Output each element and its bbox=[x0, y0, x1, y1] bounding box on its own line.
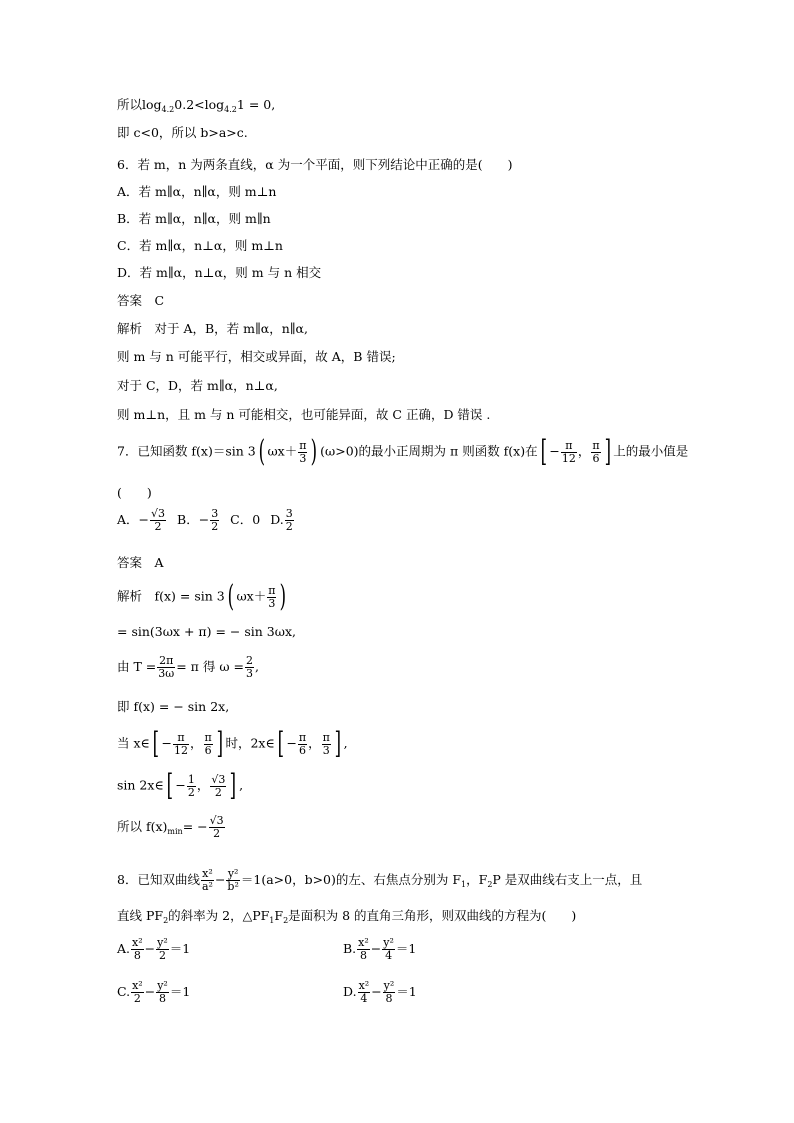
q6-explanation-2: 则 m 与 n 可能平行，相交或异面，故 A，B 错误; bbox=[117, 349, 396, 364]
question-8-line-2: 直线 $PF_2$的斜率为 2，$\triangle PF_1F_2$是面积为 8 的直角三角形，则双曲线的方程为( ) bbox=[117, 908, 577, 925]
line-conclusion: 即 c<0，所以 b>a>c. bbox=[117, 125, 248, 140]
q8-option-d: D. $\frac{\text{x²}}{4}$ − $\frac{\text{y²}}{8}$ ＝1 bbox=[343, 979, 417, 1005]
q7-explanation-4: 即 f(x) = − sin 2x, bbox=[117, 699, 230, 714]
q6-answer: 答案 C bbox=[117, 293, 165, 308]
line-log-statement: 所以$\log_{4.2}0.2<\log_{4.2}1 = 0$, bbox=[117, 97, 276, 114]
q7-answer: 答案 A bbox=[117, 555, 164, 570]
fraction-3-2-d: $\frac{3}{2}$ bbox=[285, 507, 293, 533]
q6-option-a: A．若 m∥α，n∥α，则 m⊥n bbox=[117, 184, 277, 199]
fraction-pi-6: $\frac{\pi}{6}$ bbox=[592, 438, 600, 465]
fraction-pi-12: $\frac{\pi}{12}$ bbox=[561, 438, 576, 465]
q7-explanation-5: 当 x∈[ − $\frac{\pi}{12}$ ， $\frac{\pi}{6}$ ] 时，2x∈[ − $\frac{\pi}{6}$ ， $\frac{\pi}{3}$ ] , bbox=[117, 726, 348, 761]
q6-option-d: D．若 m∥α，n⊥α，则 m 与 n 相交 bbox=[117, 265, 322, 280]
q7-explanation-1: 解析 f(x) = sin 3( ωx＋ $\frac{\pi}{3}$ ) bbox=[117, 579, 287, 614]
fraction-3-2: $\frac{3}{2}$ bbox=[211, 507, 219, 533]
q8-option-c: C. $\frac{\text{x²}}{2}$ − $\frac{\text{y²}}{8}$ ＝1 bbox=[117, 979, 191, 1005]
q6-explanation-1: 解析 对于 A，B，若 m∥α，n∥α, bbox=[117, 321, 308, 336]
fraction-sqrt3-2: $\frac{√3}{2}$ bbox=[151, 507, 166, 533]
question-7: 7．已知函数 f(x)＝sin 3( ωx＋ $\frac{\pi}{3}$ ) (ω>0)的最小正周期为 π 则函数 f(x)在[ − $\frac{\pi}{12}$ ， $\frac{\pi}{6}$ ] 上的最小值是 bbox=[117, 434, 689, 469]
q7-explanation-7: 所以 $f(x)_{min}=$ − $\frac{√3}{2}$ bbox=[117, 814, 224, 840]
q6-explanation-4: 则 m⊥n，且 m 与 n 可能相交，也可能异面，故 C 正确，D 错误 . bbox=[117, 407, 491, 422]
q7-explanation-2: = sin(3ωx + π) = − sin 3ωx, bbox=[117, 624, 296, 639]
q8-option-b: B. $\frac{\text{x²}}{8}$ − $\frac{\text{y²}}{4}$ ＝1 bbox=[343, 936, 417, 962]
question-6: 6．若 m，n 为两条直线，α 为一个平面，则下列结论中正确的是( ) bbox=[117, 157, 513, 172]
q6-option-b: B．若 m∥α，n∥α，则 m∥n bbox=[117, 211, 271, 226]
fraction-pi-3: $\frac{\pi}{3}$ bbox=[299, 438, 307, 465]
q6-explanation-3: 对于 C，D，若 m∥α，n⊥α, bbox=[117, 378, 278, 393]
q7-explanation-3: 由 T = $\frac{2\pi}{3\omega}$ = π 得 ω = $\frac{2}{3}$ , bbox=[117, 654, 259, 680]
q6-option-c: C．若 m∥α，n⊥α，则 m⊥n bbox=[117, 238, 283, 253]
q8-option-a: A. $\frac{\text{x²}}{8}$ − $\frac{\text{y²}}{2}$ ＝1 bbox=[117, 936, 191, 962]
question-8: 8．已知双曲线 $\frac{\text{x²}}{\text{a²}}$ − $\frac{\text{y²}}{\text{b²}}$ ＝1(a>0，b>0)的左、右焦点分别为 $F_1$，$F_2P$ 是双曲线右支上一点，且 bbox=[117, 867, 643, 893]
q7-options: A．− $\frac{√3}{2}$ B．− $\frac{3}{2}$ C．0 D. $\frac{3}{2}$ bbox=[117, 507, 293, 533]
q7-paren: ( ) bbox=[117, 485, 152, 500]
q7-explanation-6: sin 2x∈[ − $\frac{1}{2}$ ， $\frac{√3}{2}$ ] , bbox=[117, 768, 244, 803]
